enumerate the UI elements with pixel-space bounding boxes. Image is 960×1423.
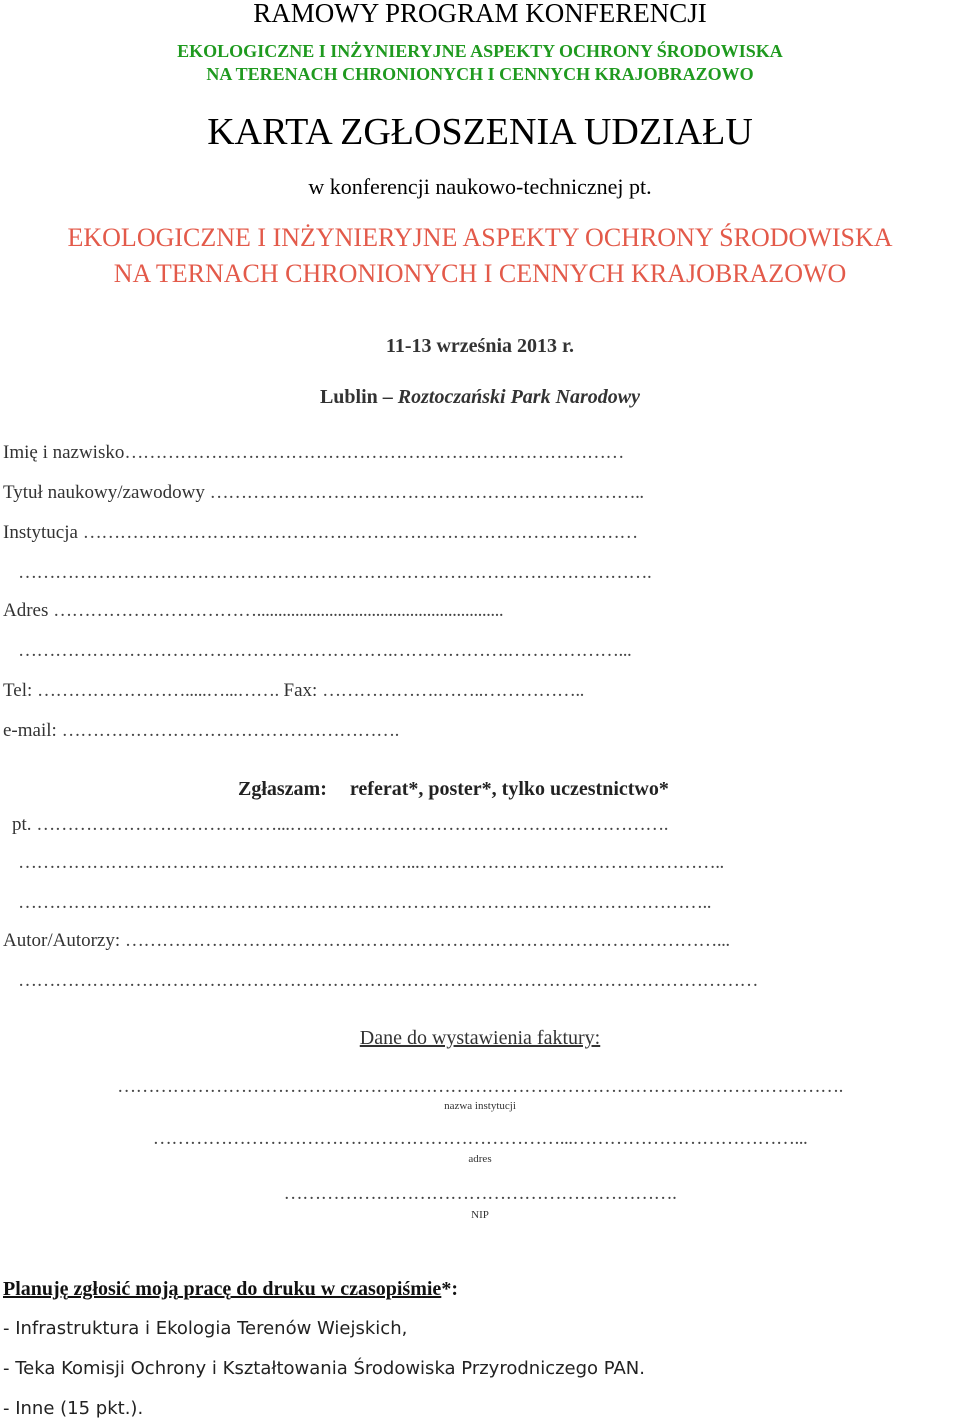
topic-field-line2[interactable] <box>18 852 724 874</box>
report-type-label: Zgłaszam: <box>238 778 327 800</box>
tel-fax-row[interactable] <box>3 680 584 702</box>
topic-dots-line2: ………………………………………………………...………………………………………….. <box>18 852 724 873</box>
academic-title-label: Tytuł naukowy/zawodowy <box>3 482 205 503</box>
academic-title-dots: …………………………………………………………….. <box>209 482 644 503</box>
conference-title-line2: NA TERNACH CHRONIONYCH I CENNYCH KRAJOBRAZOWO <box>113 259 847 288</box>
publication-heading-star: *: <box>441 1278 458 1300</box>
conference-place <box>0 386 960 409</box>
place-city: Lublin – <box>319 386 398 408</box>
publication-option-1: - Infrastruktura i Ekologia Terenów Wiejskich, <box>3 1318 408 1339</box>
topic-dots: …………………………………...….…………………………………………………. <box>36 814 669 835</box>
report-type-row <box>238 778 669 801</box>
card-title: KARTA ZGŁOSZENIA UDZIAŁU <box>207 111 753 153</box>
institution-field[interactable] <box>3 522 638 544</box>
tel-label: Tel: <box>3 680 33 701</box>
name-dots: ……………………………………………………………………… <box>124 442 624 463</box>
publication-heading <box>3 1278 458 1301</box>
invoice-nip-dots[interactable]: ………………………………………………………. <box>283 1183 677 1204</box>
conference-title-line1: EKOLOGICZNE I INŻYNIERYJNE ASPEKTY OCHRONY ŚRODOWISKA <box>67 223 893 252</box>
place-park: Roztoczański Park Narodowy <box>397 386 641 408</box>
authors-field[interactable] <box>3 930 730 952</box>
topic-label: pt. <box>12 814 32 835</box>
address-field-line2[interactable] <box>18 640 631 662</box>
invoice-heading: Dane do wystawienia faktury: <box>359 1027 601 1049</box>
name-label: Imię i nazwisko <box>3 442 125 463</box>
tel-dots: …………………….....…...……. <box>37 680 279 701</box>
name-field[interactable] <box>3 442 624 464</box>
address-label: Adres <box>3 600 49 621</box>
institution-label: Instytucja <box>3 522 78 543</box>
authors-dots: ……………………………………………………………………………………... <box>124 930 730 951</box>
email-field[interactable] <box>3 720 399 742</box>
academic-title-field[interactable] <box>3 482 644 504</box>
institution-dots: ……………………………………………………………………………… <box>82 522 638 543</box>
fax-dots: ……………….……..…………….. <box>322 680 584 701</box>
fax-label: Fax: <box>283 680 318 701</box>
email-label: e-mail: <box>3 720 57 741</box>
authors-dots-line2: ………………………………………………………………………………………………………… <box>18 970 758 991</box>
publication-heading-text: Planuję zgłosić moją pracę do druku w czasopiśmie <box>3 1278 442 1300</box>
topic-field-line3[interactable] <box>18 892 711 914</box>
report-type-options[interactable]: referat*, poster*, tylko uczestnictwo* <box>349 778 669 800</box>
program-title: RAMOWY PROGRAM KONFERENCJI <box>253 0 707 28</box>
address-dots: …………………………….......................................................... <box>53 600 504 621</box>
invoice-name-dots[interactable]: ………………………………………………………………………………………………………. <box>117 1076 843 1097</box>
invoice-name-caption: nazwa instytucji <box>444 1100 516 1112</box>
conference-dates: 11-13 września 2013 r. <box>385 335 575 357</box>
institution-dots-line2: …………………………………………………………………………………………. <box>18 562 652 583</box>
invoice-address-caption: adres <box>468 1153 492 1165</box>
address-dots-line2: …………………………………………………….……………….………………... <box>18 640 632 661</box>
publication-option-3: - Inne (15 pkt.). <box>3 1398 144 1419</box>
invoice-address-dots[interactable]: …………………………………………………………...………………………………... <box>152 1128 808 1149</box>
address-field[interactable] <box>3 600 503 622</box>
topic-dots-line3: ………………………………………………………………………………………………….. <box>18 892 711 913</box>
intro-text: w konferencji naukowo-technicznej pt. <box>308 174 652 199</box>
invoice-nip-caption: NIP <box>471 1209 489 1221</box>
conference-subtitle-line2: NA TERENACH CHRONIONYCH I CENNYCH KRAJOBRAZOWO <box>206 64 754 84</box>
conference-subtitle-line1: EKOLOGICZNE I INŻYNIERYJNE ASPEKTY OCHRONY ŚRODOWISKA <box>177 41 783 61</box>
authors-label: Autor/Autorzy: <box>3 930 121 951</box>
topic-field[interactable] <box>12 814 668 836</box>
institution-field-line2[interactable] <box>18 562 651 584</box>
email-dots: ………………………………………………. <box>61 720 399 741</box>
publication-option-2: - Teka Komisji Ochrony i Kształtowania Środowiska Przyrodniczego PAN. <box>3 1358 645 1379</box>
authors-field-line2[interactable] <box>18 970 758 992</box>
